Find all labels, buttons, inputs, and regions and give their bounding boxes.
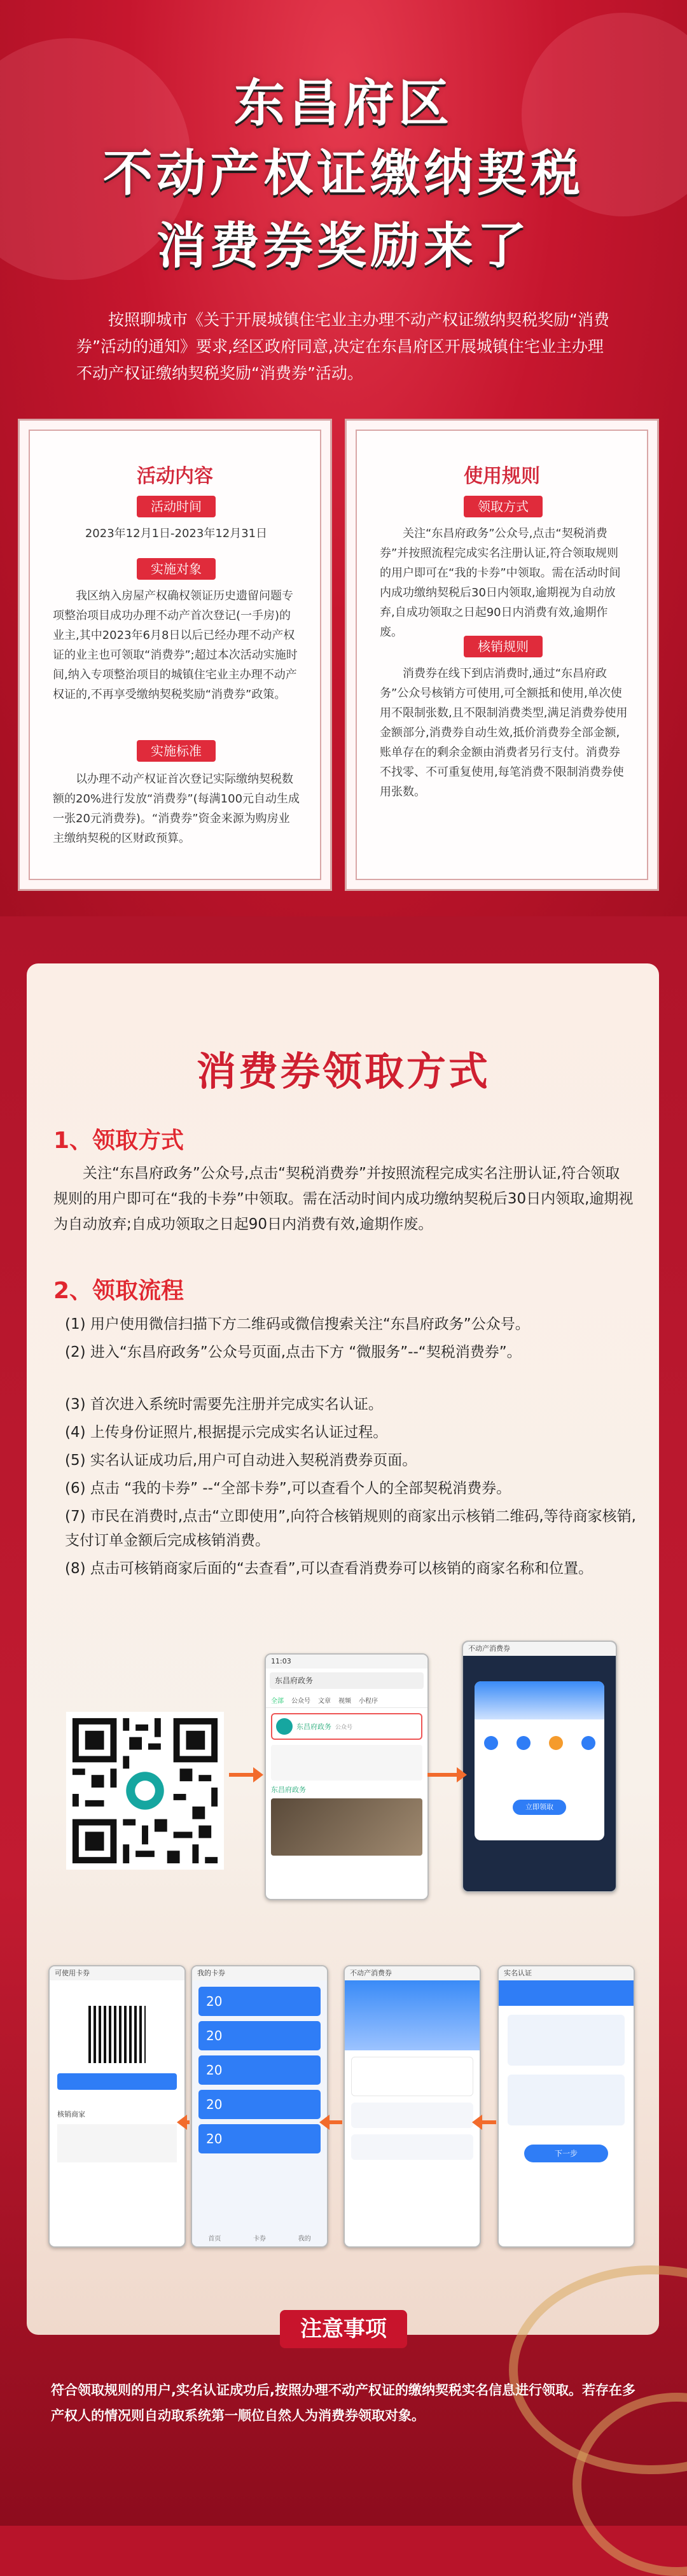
voucher-item[interactable]: 20 bbox=[198, 2090, 321, 2119]
screenshot-qr-verify bbox=[48, 1965, 186, 2248]
verify-rules-text: 消费券在线下到店消费时,通过“东昌府政务”公众号核销方可使用,可全额抵和使用,单次使用不限制张数,且不限制消费类型,满足消费券使用金额部分,消费券自动生效,抵价消费券全部金额,账单存在的剩余金额由消费者另行支付。消费券不找零、不可重复使用,每笔消费不限制消费券使用张数。 bbox=[380, 667, 628, 799]
tab-videos[interactable]: 视频 bbox=[338, 1698, 351, 1705]
tab-miniprogram[interactable]: 小程序 bbox=[359, 1698, 378, 1705]
flow-arrow-left bbox=[481, 2120, 496, 2124]
flow-arrow-left bbox=[186, 2120, 190, 2124]
standard-text: 以办理不动产权证首次登记实际缴纳契税数额的20%进行发放“消费券”(每满100元自动生成一张20元消费券)。“消费券”资金来源为购房业主缴纳契税的区财政预算。 bbox=[53, 773, 300, 845]
step-dot-icon bbox=[581, 1736, 595, 1750]
tab-official[interactable]: 公众号 bbox=[291, 1698, 310, 1705]
id-back-upload[interactable] bbox=[508, 2075, 625, 2125]
step-4: (4) 上传身份证照片,根据提示完成实名认证过程。 bbox=[65, 1424, 388, 1441]
screenshot-voucher-list bbox=[191, 1965, 328, 2248]
auth-title: 实名认证 bbox=[499, 1966, 634, 1980]
target-text: 我区纳入房屋产权确权领证历史遗留问题专项整治项目成功办理不动产首次登记(一手房)的业主,其中2023年6月8日以后已经办理不动产权证的业主也可领取“消费券”;超过本次活动实施时间,纳入专项整治项目的城镇住宅业主办理不动产权证的,不再享受缴纳契税奖励“消费券”政策。 bbox=[53, 589, 298, 701]
nav-home[interactable]: 首页 bbox=[208, 2236, 221, 2243]
verify-bar bbox=[57, 2073, 177, 2090]
title-line-3: 消费券奖励来了 bbox=[156, 218, 531, 275]
id-front-upload[interactable] bbox=[508, 2015, 625, 2066]
qr-page-title: 可使用卡券 bbox=[50, 1966, 184, 1980]
step-dot-icon bbox=[484, 1736, 498, 1750]
step-1: (1) 用户使用微信扫描下方二维码或微信搜索关注“东昌府政务”公众号。 bbox=[65, 1316, 530, 1333]
qr-code-container bbox=[66, 1712, 224, 1870]
register-title: 不动产消费券 bbox=[463, 1642, 616, 1656]
flow-arrow-left bbox=[328, 2120, 342, 2124]
title-line-2: 不动产权证缴纳契税 bbox=[102, 145, 584, 202]
collect-method-text: 关注“东昌府政务”公众号,点击“契税消费券”并按照流程完成实名注册认证,符合领取规则的用户即可在“我的卡券”中领取。需在活动时间内成功缴纳契税后30日内领取,逾期视为自动放弃,自成功领取之日起90日内消费有效,逾期作废。 bbox=[380, 527, 621, 639]
auth-header bbox=[499, 1980, 634, 2006]
voucher-item[interactable]: 20 bbox=[198, 1987, 321, 2016]
account-tag: 公众号 bbox=[335, 1724, 353, 1731]
step-7: (7) 市民在消费时,点击“立即使用”,向符合核销规则的商家出示核销二维码,等待商家核销,支付订单金额后完成核销消费。 bbox=[65, 1508, 636, 1549]
video-thumbnail[interactable] bbox=[271, 1798, 422, 1856]
section-2-title: 2、领取流程 bbox=[53, 1278, 184, 1304]
standard-label: 实施标准 bbox=[137, 740, 216, 762]
intro-paragraph: 按照聊城市《关于开展城镇住宅业主办理不动产权证缴纳契税奖励“消费券”活动的通知》要求,经区政府同意,决定在东昌府区开展城镇住宅业主办理不动产权证缴纳契税奖励“消费券”活动。 bbox=[76, 311, 609, 382]
tab-all[interactable]: 全部 bbox=[271, 1698, 284, 1705]
service-menu bbox=[271, 1745, 422, 1781]
voucher-list-title: 我的卡券 bbox=[192, 1966, 327, 1980]
step-5: (5) 实名认证成功后,用户可自动进入契税消费券页面。 bbox=[65, 1452, 417, 1469]
notice-text: 符合领取规则的用户,实名认证成功后,按照办理不动产权证的缴纳契税实名信息进行领取。若存在多产权人的情况则自动取系统第一顺位自然人为消费券领取对象。 bbox=[51, 2383, 635, 2423]
collect-method-label: 领取方式 bbox=[464, 496, 543, 517]
dialog-header bbox=[475, 1681, 604, 1719]
step-2: (2) 进入“东昌府政务”公众号页面,点击下方 “微服务”--“契税消费券”。 bbox=[65, 1344, 522, 1361]
register-button[interactable]: 立即领取 bbox=[513, 1800, 566, 1815]
title-line-1: 东昌府区 bbox=[234, 74, 453, 133]
merchant-list bbox=[57, 2124, 177, 2162]
auth-next-button[interactable]: 下一步 bbox=[524, 2145, 608, 2162]
guide-heading: 消费券领取方式 bbox=[196, 1048, 490, 1095]
activity-time-label: 活动时间 bbox=[137, 496, 216, 517]
screenshot-wechat-search bbox=[265, 1653, 429, 1900]
usage-rules-card bbox=[345, 419, 659, 891]
merchant-title: 核销商家 bbox=[57, 2110, 85, 2118]
voucher-item[interactable]: 20 bbox=[198, 2021, 321, 2050]
search-box[interactable]: 东昌府政务 bbox=[270, 1672, 424, 1689]
menu-row[interactable] bbox=[351, 2134, 473, 2160]
screenshot-auth bbox=[497, 1965, 635, 2248]
function-grid[interactable] bbox=[351, 2057, 473, 2096]
account-logo-icon bbox=[276, 1718, 293, 1735]
section-1-title: 1、领取方式 bbox=[53, 1128, 184, 1154]
flow-arrow-right bbox=[229, 1773, 254, 1777]
activity-content-heading: 活动内容 bbox=[137, 465, 213, 487]
tab-articles[interactable]: 文章 bbox=[318, 1698, 331, 1705]
voucher-item[interactable]: 20 bbox=[198, 2124, 321, 2153]
activity-content-card bbox=[18, 419, 332, 891]
register-dialog bbox=[475, 1681, 604, 1840]
status-bar-time: 11:03 bbox=[266, 1655, 427, 1669]
nav-mine[interactable]: 我的 bbox=[298, 2236, 311, 2243]
account-result[interactable] bbox=[271, 1713, 422, 1740]
target-label: 实施对象 bbox=[137, 558, 216, 580]
voucher-item[interactable]: 20 bbox=[198, 2055, 321, 2085]
user-banner bbox=[345, 1980, 480, 2050]
nav-vouchers[interactable]: 卡券 bbox=[253, 2236, 266, 2243]
bottom-nav bbox=[192, 2233, 327, 2243]
step-dot-icon bbox=[549, 1736, 563, 1750]
service-title: 东昌府政务 bbox=[271, 1786, 306, 1794]
step-8: (8) 点击可核销商家后面的“去查看”,可以查看消费券可以核销的商家名称和位置。 bbox=[65, 1560, 593, 1577]
user-center-title: 不动产消费券 bbox=[345, 1966, 480, 1980]
usage-rules-heading: 使用规则 bbox=[464, 465, 540, 487]
verify-qr-icon bbox=[88, 2006, 146, 2063]
screenshot-register-popup bbox=[462, 1641, 617, 1893]
progress-steps bbox=[475, 1736, 604, 1750]
step-6: (6) 点击 “我的卡券” --“全部卡券”,可以查看个人的全部契税消费券。 bbox=[65, 1480, 511, 1497]
activity-time-value: 2023年12月1日-2023年12月31日 bbox=[85, 527, 268, 540]
step-dot-icon bbox=[517, 1736, 531, 1750]
verify-rules-label: 核销规则 bbox=[464, 636, 543, 657]
voucher-count-row bbox=[351, 2103, 473, 2128]
account-name: 东昌府政务 bbox=[296, 1723, 331, 1731]
qr-code-icon[interactable] bbox=[66, 1712, 224, 1870]
flow-arrow-right bbox=[427, 1773, 458, 1777]
screenshot-user-center bbox=[344, 1965, 481, 2248]
notice-heading: 注意事项 bbox=[280, 2310, 407, 2348]
section-1-text: 关注“东昌府政务”公众号,点击“契税消费券”并按照流程完成实名注册认证,符合领取规则的用户即可在“我的卡券”中领取。需在活动时间内成功缴纳契税后30日内领取,逾期视为自动放弃;自成功领取之日起90日内消费有效,逾期作废。 bbox=[53, 1165, 634, 1233]
step-3: (3) 首次进入系统时需要先注册并完成实名认证。 bbox=[65, 1396, 383, 1413]
search-tabs bbox=[266, 1693, 427, 1708]
